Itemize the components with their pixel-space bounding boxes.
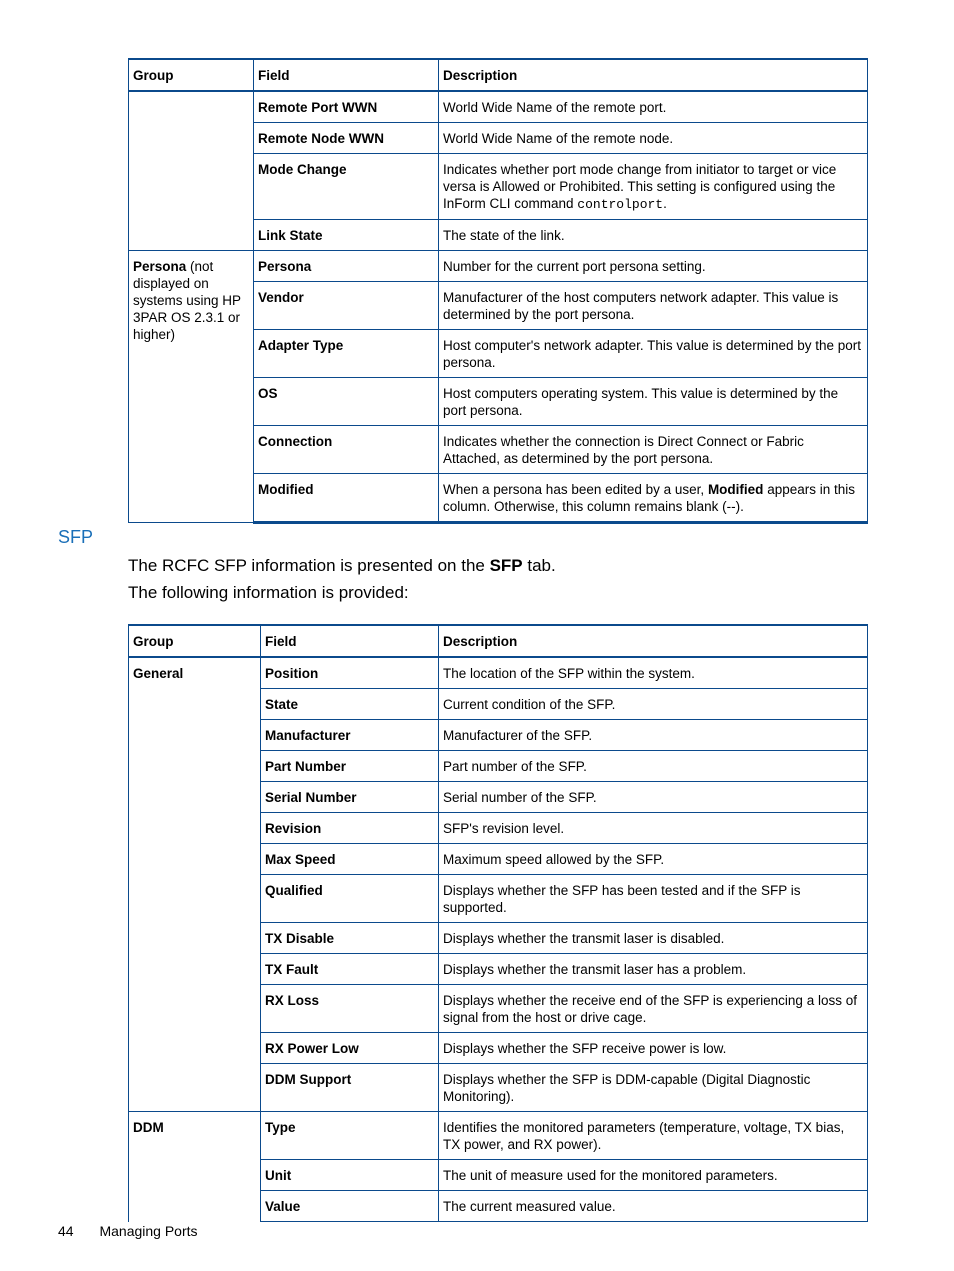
group-cell-general: General (129, 657, 261, 1112)
description-emphasis: Modified (707, 482, 764, 497)
field-cell: Type (261, 1112, 439, 1160)
field-cell: Serial Number (261, 782, 439, 813)
field-cell: RX Power Low (261, 1033, 439, 1064)
field-cell: Max Speed (261, 844, 439, 875)
field-cell: TX Fault (261, 954, 439, 985)
header-field: Field (261, 625, 439, 657)
description-cell: World Wide Name of the remote port. (439, 91, 868, 123)
cli-command: controlport (577, 197, 664, 212)
description-cell: Displays whether the transmit laser has a problem. (439, 954, 868, 985)
field-cell: Link State (254, 220, 439, 251)
description-cell: Displays whether the transmit laser is disabled. (439, 923, 868, 954)
description-cell: Displays whether the receive end of the SFP is experiencing a loss of signal from the host or drive cage. (439, 985, 868, 1033)
field-cell: Persona (254, 251, 439, 282)
field-cell: Value (261, 1191, 439, 1222)
description-cell: Host computers operating system. This value is determined by the port persona. (439, 378, 868, 426)
intro-text: The RCFC SFP information is presented on the (128, 556, 490, 575)
field-cell: OS (254, 378, 439, 426)
table-row (129, 1112, 868, 1160)
description-cell: Identifies the monitored parameters (temperature, voltage, TX bias, TX power, and RX power). (439, 1112, 868, 1160)
description-cell: Manufacturer of the SFP. (439, 720, 868, 751)
description-cell: Serial number of the SFP. (439, 782, 868, 813)
header-group: Group (129, 625, 261, 657)
description-cell: The location of the SFP within the system. (439, 657, 868, 689)
field-cell: Vendor (254, 282, 439, 330)
description-cell: Host computer's network adapter. This value is determined by the port persona. (439, 330, 868, 378)
footer-section-title: Managing Ports (99, 1223, 198, 1239)
field-cell: Revision (261, 813, 439, 844)
table-row (129, 91, 868, 123)
field-cell: State (261, 689, 439, 720)
description-cell: Maximum speed allowed by the SFP. (439, 844, 868, 875)
description-text: When a persona has been edited by a user, (443, 482, 708, 497)
description-cell (439, 154, 868, 220)
description-cell: Manufacturer of the host computers network adapter. This value is determined by the port persona. (439, 282, 868, 330)
table-header-row (129, 59, 868, 91)
tab-name: SFP (489, 556, 523, 575)
description-cell: SFP's revision level. (439, 813, 868, 844)
field-cell: Part Number (261, 751, 439, 782)
description-cell: Indicates whether the connection is Direct Connect or Fabric Attached, as determined by the port persona. (439, 426, 868, 474)
field-cell: TX Disable (261, 923, 439, 954)
header-description: Description (439, 625, 868, 657)
description-cell: Displays whether the SFP has been tested and if the SFP is supported. (439, 875, 868, 923)
sfp-info-table (128, 624, 868, 1222)
header-field: Field (254, 59, 439, 91)
field-cell: DDM Support (261, 1064, 439, 1112)
field-cell: Modified (254, 474, 439, 523)
intro-paragraph (128, 556, 556, 576)
description-cell: Displays whether the SFP is DDM-capable (Digital Diagnostic Monitoring). (439, 1064, 868, 1112)
description-cell: The state of the link. (439, 220, 868, 251)
field-cell: Remote Port WWN (254, 91, 439, 123)
group-cell-empty (129, 91, 254, 251)
field-cell: Position (261, 657, 439, 689)
header-group: Group (129, 59, 254, 91)
field-cell: Manufacturer (261, 720, 439, 751)
field-cell: Mode Change (254, 154, 439, 220)
table-row (129, 251, 868, 282)
table-row (129, 657, 868, 689)
port-details-table (128, 58, 868, 524)
description-cell: Number for the current port persona setting. (439, 251, 868, 282)
description-text: appears in this column. Otherwise, this column remains blank (--). (443, 482, 855, 514)
page-number: 44 (58, 1223, 74, 1239)
description-cell: Displays whether the SFP receive power is low. (439, 1033, 868, 1064)
group-cell-ddm: DDM (129, 1112, 261, 1222)
description-cell: The unit of measure used for the monitored parameters. (439, 1160, 868, 1191)
group-cell-persona (129, 251, 254, 523)
description-text: . (663, 196, 667, 211)
header-description: Description (439, 59, 868, 91)
group-name: Persona (133, 259, 187, 274)
table-header-row (129, 625, 868, 657)
field-cell: Connection (254, 426, 439, 474)
field-cell: Adapter Type (254, 330, 439, 378)
description-cell (439, 474, 868, 523)
description-cell: World Wide Name of the remote node. (439, 123, 868, 154)
intro-text: tab. (522, 556, 556, 575)
description-cell: The current measured value. (439, 1191, 868, 1222)
intro-paragraph-2: The following information is provided: (128, 583, 409, 602)
field-cell: Qualified (261, 875, 439, 923)
description-cell: Part number of the SFP. (439, 751, 868, 782)
section-title: SFP (58, 527, 94, 547)
field-cell: Unit (261, 1160, 439, 1191)
description-cell: Current condition of the SFP. (439, 689, 868, 720)
field-cell: Remote Node WWN (254, 123, 439, 154)
group-note: (not displayed on systems using HP 3PAR OS 2.3.1 or higher) (133, 259, 241, 342)
page-footer (58, 1223, 198, 1239)
field-cell: RX Loss (261, 985, 439, 1033)
description-text: Indicates whether port mode change from initiator to target or vice versa is Allowed or Prohibited. This setting is configured using the InForm CLI command (443, 162, 837, 211)
